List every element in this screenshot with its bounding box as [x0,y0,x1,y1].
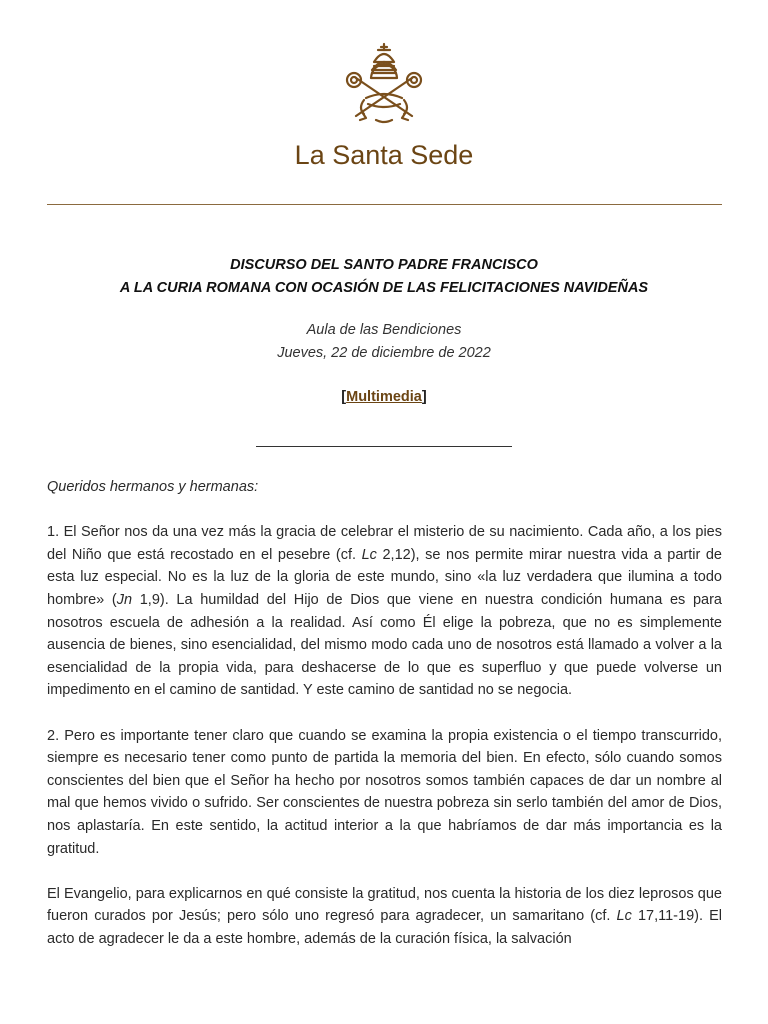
paragraph-1 [47,521,722,702]
place-and-date [0,319,768,365]
bracket-close: ] [421,389,427,405]
site-title[interactable]: La Santa Sede [294,140,474,170]
multimedia-link[interactable]: Multimedia [346,389,422,405]
header-divider [47,204,722,205]
section-divider [256,446,512,447]
paragraph-3-part-b: 17,11-19). El acto de agradecer le da a este hombre, además de la curación física, la salvación [47,908,722,947]
multimedia-link-wrapper [0,386,768,409]
paragraph-1-part-c: 1,9). La humildad del Hijo de Dios que viene en nuestra condición humana es para nosotros escuela de adhesión a la realidad. Así como Él elige la pobreza, que no es simplemente ausencia de bienes, sino esencialidad, del mismo modo cada uno de nosotros está llamado a volver a la esencialidad de la propia vida, para deshacerse de lo que es superfluo y que puede volverse un impedimento en el camino de santidad. Y este camino de santidad no se negocia. [47,591,722,699]
bracket-open: [ [341,389,347,405]
scripture-ref-lc-2: Lc [616,908,632,925]
scripture-ref-jn: Jn [116,591,133,608]
document-title-line-2: A LA CURIA ROMANA CON OCASIÓN DE LAS FELICITACIONES NAVIDEÑAS [119,280,649,296]
event-date: Jueves, 22 de diciembre de 2022 [277,345,491,361]
paragraph-2: 2. Pero es importante tener claro que cuando se examina la propia existencia o el tiempo transcurrido, siempre es necesario tener como punto de partida la memoria del bien. En efecto, sólo cuando somos conscientes del bien que el Señor ha hecho por nosotros somos también capaces de dar un nombre al mal que hemos vivido o sufrido. Ser conscientes de nuestra pobreza sin serlo también del amor de Dios, nos aplastaría. En este sentido, la actitud interior a la que habríamos de dar más importancia es la gratitud. [47,727,722,857]
greeting: Queridos hermanos y hermanas: [47,479,259,495]
document-title-line-1: DISCURSO DEL SANTO PADRE FRANCISCO [230,257,538,273]
document-title [0,254,768,300]
paragraph-3 [47,883,722,951]
paragraph-3-part-a: El Evangelio, para explicarnos en qué consiste la gratitud, nos cuenta la historia de los diez leprosos que fueron curados por Jesús; pero sólo uno regresó para agradecer, un samaritano (cf. [47,885,722,925]
speech-body [47,476,722,973]
paragraph-1-part-b: 2,12), se nos permite mirar nuestra vida a partir de esta luz especial. No es la luz de la gloria de este mundo, sino «la luz verdadera que ilumina a todo hombre» ( [47,546,722,608]
event-place: Aula de las Bendiciones [306,322,462,338]
scripture-ref-lc: Lc [361,546,377,563]
papal-keys-tiara-emblem-icon[interactable] [334,40,434,124]
paragraph-1-part-a: 1. El Señor nos da una vez más la gracia de celebrar el misterio de su nacimiento. Cada año, a los pies del Niño que está recostado en el pesebre (cf. [47,524,722,563]
